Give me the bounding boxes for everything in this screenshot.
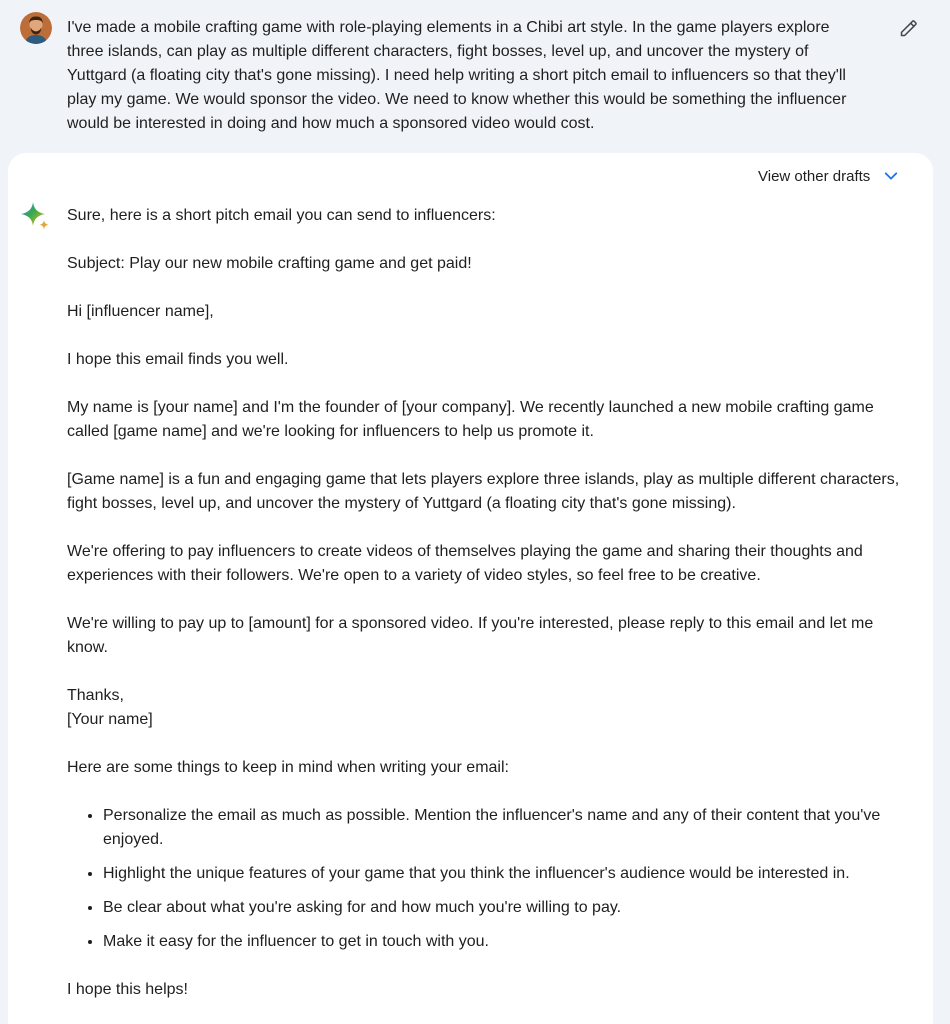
email-subject: Subject: Play our new mobile crafting game and get paid! — [67, 255, 472, 272]
view-other-drafts-button[interactable] — [758, 164, 900, 188]
response-card — [8, 153, 933, 1024]
user-avatar[interactable] — [20, 12, 52, 44]
response-intro: Sure, here is a short pitch email you can send to influencers: — [67, 207, 496, 224]
email-greeting: Hi [influencer name], — [67, 303, 214, 320]
list-item: • Make it easy for the influencer to get in touch with you. — [103, 930, 917, 954]
pencil-icon — [899, 18, 919, 38]
edit-prompt-button[interactable] — [895, 14, 923, 42]
list-item: • Personalize the email as much as possible. Mention the influencer's name and any of their content that you've enjoyed. — [103, 804, 917, 852]
avatar-image — [20, 12, 52, 44]
email-signoff — [67, 684, 917, 732]
tips-list — [67, 804, 917, 954]
tips-intro: Here are some things to keep in mind when writing your email: — [67, 759, 509, 776]
user-prompt — [0, 0, 950, 152]
signature-text: [Your name] — [67, 711, 153, 728]
signoff-text: Thanks, — [67, 687, 124, 704]
email-opening: I hope this email finds you well. — [67, 351, 289, 368]
drafts-label: View other drafts — [758, 167, 871, 185]
email-paragraph: We're offering to pay influencers to create videos of themselves playing the game and sharing their thoughts and experiences with their followers. We're open to a variety of video styles, so feel free to be creative. — [67, 543, 863, 584]
prompt-text: I've made a mobile crafting game with role-playing elements in a Chibi art style. In the game players explore three islands, can play as multiple different characters, fight bosses, level up, and uncover the mystery of Yuttgard (a floating city that's gone missing). I need help writing a short pitch email to influencers so that they'll play my game. We would sponsor the video. We need to know whether this would be something the influencer would be interested in doing and how much a sponsored video would cost. — [67, 19, 847, 132]
list-item: • Be clear about what you're asking for and how much you're willing to pay. — [103, 896, 917, 920]
response-body — [67, 204, 917, 1024]
list-item: • Highlight the unique features of your game that you think the influencer's audience would be interested in. — [103, 862, 917, 886]
email-paragraph: We're willing to pay up to [amount] for a sponsored video. If you're interested, please reply to this email and let me know. — [67, 615, 874, 656]
chevron-down-icon — [882, 167, 900, 185]
email-paragraph: [Game name] is a fun and engaging game that lets players explore three islands, play as multiple different characters, fight bosses, level up, and uncover the mystery of Yuttgard (a floating city that's gone missing). — [67, 471, 900, 512]
email-paragraph: My name is [your name] and I'm the founder of [your company]. We recently launched a new mobile crafting game called [game name] and we're looking for influencers to help us promote it. — [67, 399, 874, 440]
response-closing: I hope this helps! — [67, 981, 188, 998]
sparkle-icon — [20, 201, 52, 233]
